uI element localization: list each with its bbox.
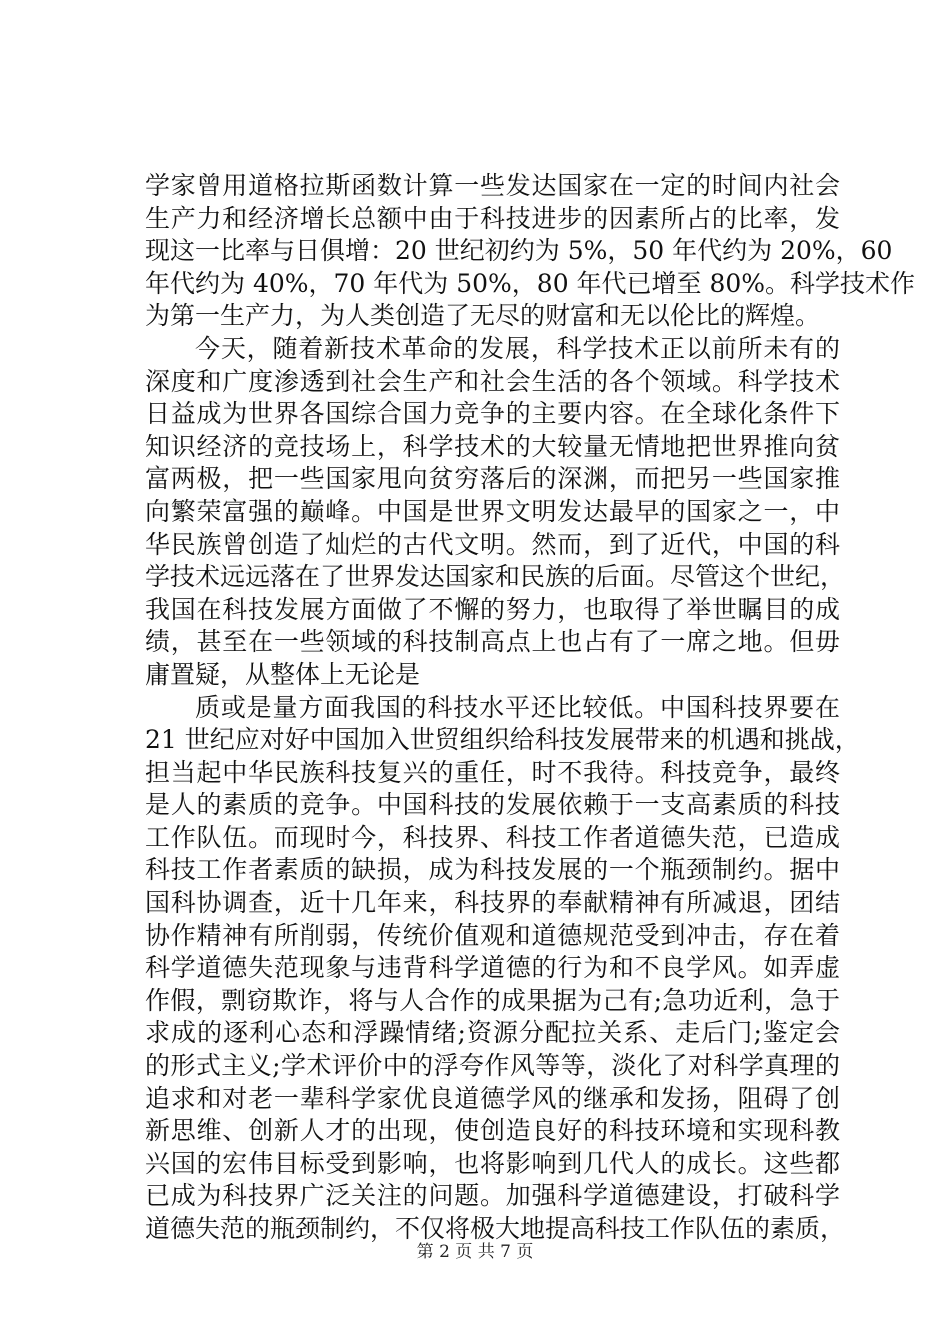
page-indicator: 第 2 页 共 7 页 — [416, 1242, 534, 1262]
text-line: 日益成为世界各国综合国力竞争的主要内容。在全球化条件下 — [145, 399, 840, 429]
text-line: 富两极，把一些国家甩向贫穷落后的深渊，而把另一些国家推 — [145, 464, 840, 494]
text-line: 深度和广度渗透到社会生产和社会生活的各个领域。科学技术 — [145, 366, 840, 396]
text-line: 质或是量方面我国的科技水平还比较低。中国科技界要在 — [195, 692, 840, 722]
text-line: 科技工作者素质的缺损，成为科技发展的一个瓶颈制约。据中 — [145, 855, 840, 885]
text-line: 现这一比率与日俱增：20 世纪初约为 5%，50 年代约为 20%，60 — [145, 236, 893, 266]
text-line: 学技术远远落在了世界发达国家和民族的后面。尽管这个世纪， — [145, 562, 846, 592]
text-line: 追求和对老一辈科学家优良道德学风的继承和发扬，阻碍了创 — [145, 1083, 840, 1113]
text-line: 担当起中华民族科技复兴的重任，时不我待。科技竞争，最终 — [145, 757, 840, 787]
text-line: 华民族曾创造了灿烂的古代文明。然而，到了近代，中国的科 — [145, 529, 840, 559]
text-line: 庸置疑，从整体上无论是 — [145, 659, 421, 689]
text-line: 生产力和经济增长总额中由于科技进步的因素所占的比率，发 — [145, 203, 840, 233]
text-line: 为第一生产力，为人类创造了无尽的财富和无以伦比的辉煌。 — [145, 301, 821, 331]
text-line: 道德失范的瓶颈制约，不仅将极大地提高科技工作队伍的素质， — [145, 1214, 846, 1243]
body-text — [145, 170, 916, 1246]
text-line: 学家曾用道格拉斯函数计算一些发达国家在一定的时间内社会 — [145, 171, 840, 200]
text-line: 是人的素质的竞争。中国科技的发展依赖于一支高素质的科技 — [145, 790, 840, 820]
text-line: 年代约为 40%，70 年代为 50%，80 年代已增至 80%。科学技术作 — [145, 268, 916, 298]
text-line: 绩，甚至在一些领域的科技制高点上也占有了一席之地。但毋 — [145, 627, 840, 657]
text-line: 求成的逐利心态和浮躁情绪;资源分配拉关系、走后门;鉴定会 — [145, 1018, 840, 1048]
text-line: 工作队伍。而现时今，科技界、科技工作者道德失范，已造成 — [145, 822, 840, 852]
text-line: 向繁荣富强的巅峰。中国是世界文明发达最早的国家之一，中 — [145, 496, 840, 526]
text-line: 兴国的宏伟目标受到影响，也将影响到几代人的成长。这些都 — [145, 1148, 840, 1178]
text-line: 21 世纪应对好中国加入世贸组织给科技发展带来的机遇和挑战， — [145, 725, 860, 755]
text-line: 已成为科技界广泛关注的问题。加强科学道德建设，打破科学 — [145, 1181, 840, 1211]
text-line: 知识经济的竞技场上，科学技术的大较量无情地把世界推向贫 — [145, 431, 840, 461]
text-line: 国科协调查，近十几年来，科技界的奉献精神有所减退，团结 — [145, 888, 840, 918]
text-line: 我国在科技发展方面做了不懈的努力，也取得了举世瞩目的成 — [145, 594, 840, 624]
text-line: 协作精神有所削弱，传统价值观和道德规范受到冲击，存在着 — [145, 920, 840, 950]
text-line: 今天，随着新技术革命的发展，科学技术正以前所未有的 — [195, 333, 840, 363]
text-line: 新思维、创新人才的出现，使创造良好的科技环境和实现科教 — [145, 1116, 840, 1146]
text-line: 作假，剽窃欺诈，将与人合作的成果据为己有;急功近利，急于 — [145, 985, 840, 1015]
text-line: 科学道德失范现象与违背科学道德的行为和不良学风。如弄虚 — [145, 953, 840, 983]
page-footer — [0, 1241, 950, 1263]
text-line: 的形式主义;学术评价中的浮夸作风等等，淡化了对科学真理的 — [145, 1051, 840, 1081]
